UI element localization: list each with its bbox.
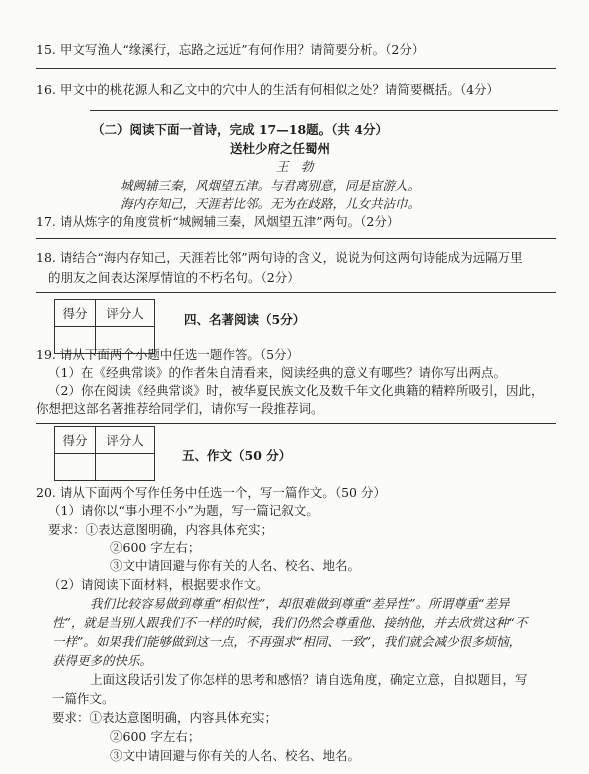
section-2-heading: （二）阅读下面一首诗，完成 17—18题。（共 4分）	[92, 122, 388, 137]
material-text: 性”，就是当别人跟我们不一样的时候，我们仍然会尊重他、接纳他，并去欣赏这种“不	[52, 615, 528, 630]
score-label: 得分	[55, 427, 96, 454]
question-15: 15. 甲文写渔人“缘溪行，忘路之远近”有何作用？请简要分析。（2分）	[36, 42, 425, 57]
poem-author: 王 勃	[276, 159, 314, 174]
question-16: 16. 甲文中的桃花源人和乙文中的穴中人的生活有何相似之处？请简要概括。（4分）	[36, 82, 500, 97]
score-label: 得分	[55, 300, 96, 327]
material-text: 获得更多的快乐。	[52, 653, 153, 668]
answer-line[interactable]	[36, 68, 556, 69]
writing-task-2: （2）请阅读下面材料，根据要求作文。	[48, 577, 269, 592]
poem-title: 送杜少府之任蜀州	[230, 141, 331, 156]
grader-cell[interactable]	[96, 454, 155, 481]
requirement-1: 要求：①表达意图明确，内容具体充实；	[48, 522, 274, 537]
grader-label: 评分人	[96, 300, 155, 327]
score-table	[54, 426, 155, 481]
score-cell[interactable]	[55, 454, 96, 481]
answer-line[interactable]	[90, 110, 558, 111]
requirement-2: ②600 字左右；	[110, 540, 201, 555]
requirement-3: ③文中请回避与你有关的人名、校名、地名。	[110, 558, 361, 573]
grader-label: 评分人	[96, 427, 155, 454]
question-18: 18. 请结合“海内存知己，天涯若比邻”两句诗的含义，说说为何这两句诗能成为远隔万里	[36, 250, 523, 265]
requirement-1: 要求：①表达意图明确，内容具体充实；	[52, 710, 278, 725]
material-text: 一样”。如果我们能够做到这一点，不再强求“相同、一致”，我们就会减少很多烦恼，	[52, 634, 522, 649]
question-19-option-1: （1）在《经典常谈》的作者朱自清看来，阅读经典的意义有哪些？请你写出两点。	[48, 365, 506, 380]
requirement-2: ②600 字左右；	[110, 729, 201, 744]
question-20: 20. 请从下面两个写作任务中任选一个，写一篇作文。（50 分）	[36, 485, 386, 500]
writing-task-1: （1）请你以“事小理不小”为题，写一篇记叙文。	[48, 503, 319, 518]
question-19-option-2: （2）你在阅读《经典常谈》时，被华夏民族文化及数千年文化典籍的精粹所吸引，因此，	[48, 383, 544, 398]
material-text: 我们比较容易做到尊重“相似性”，却很难做到尊重“差异性”。所谓尊重“差异	[90, 596, 510, 611]
question-17: 17. 请从炼字的角度赏析“城阙辅三秦，风烟望五津”两句。（2分）	[36, 214, 400, 229]
writing-prompt: 上面这段话引发了你怎样的思考和感悟？请自选角度，确定立意，自拟题目，写	[90, 672, 528, 687]
answer-line[interactable]	[36, 238, 556, 239]
question-19-option-2-cont: 你想把这部名著推荐给同学们，请你写一段推荐词。	[36, 401, 324, 416]
poem-line-2: 海内存知己，天涯若比邻。无为在歧路，儿女共沾巾。	[120, 196, 421, 211]
poem-line-1: 城阙辅三秦，风烟望五津。与君离别意，同是宦游人。	[120, 178, 421, 193]
question-19: 19. 请从下面两个小题中任选一题作答。（5分）	[36, 347, 300, 362]
question-18-cont: 的朋友之间表达深厚情谊的不朽名句。（2分）	[48, 270, 300, 285]
answer-line[interactable]	[36, 292, 556, 293]
requirement-3: ③文中请回避与你有关的人名、校名、地名。	[110, 748, 361, 763]
section-5-title: 五、作文（50 分）	[182, 448, 292, 463]
answer-line[interactable]	[36, 423, 556, 424]
section-4-title: 四、名著阅读（5分）	[184, 312, 306, 327]
writing-prompt-cont: 一篇作文。	[52, 691, 115, 706]
